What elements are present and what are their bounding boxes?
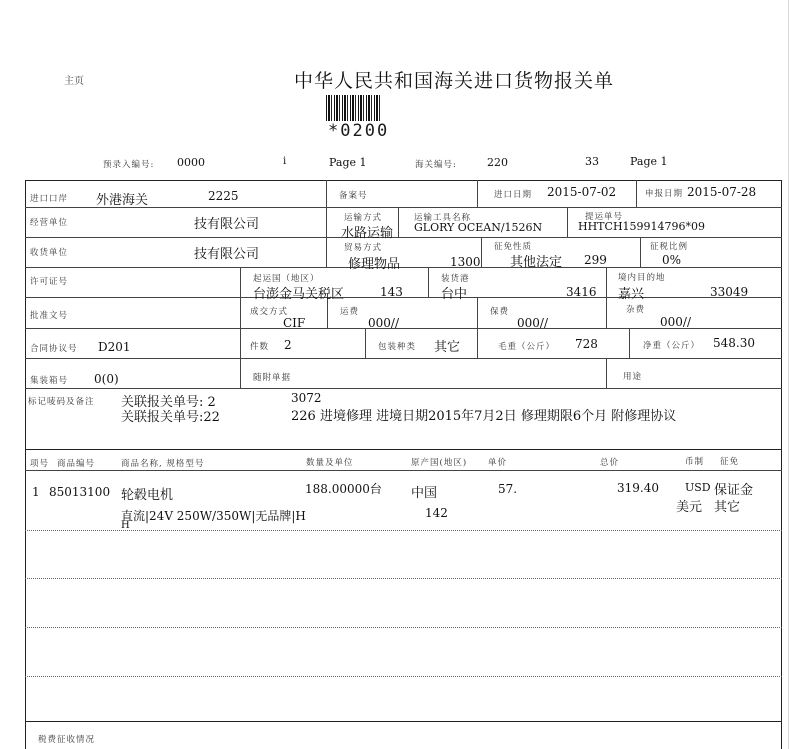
remarks-line2-a: 关联报关单号:22: [121, 410, 220, 425]
transport-name-value: GLORY OCEAN/1526N: [414, 221, 543, 234]
goods-spec: 直流|24V 250W/350W|无品牌|H: [121, 509, 306, 523]
remarks-line1-a: 关联报关单号: 2: [121, 395, 216, 410]
trade-mode-label: 贸易方式: [344, 243, 383, 253]
header-item-no: 项号: [30, 459, 50, 469]
container-no-value: 0(0): [94, 372, 119, 386]
record-no-label: 备案号: [339, 191, 368, 201]
gross-weight-label: 毛重（公斤）: [498, 342, 556, 352]
rule: [481, 237, 482, 267]
dotted-rule: [25, 627, 782, 628]
freight-value: 000//: [368, 316, 399, 330]
transport-mode-label: 运输方式: [344, 213, 383, 223]
operating-unit-label: 经营单位: [30, 218, 69, 228]
gross-weight-value: 728: [575, 337, 598, 351]
customs-no-suffix: 33: [585, 155, 599, 168]
header-hs-code: 商品编号: [57, 459, 96, 469]
goods-spec-cont: H: [121, 520, 130, 531]
header-total-price: 总价: [600, 458, 620, 468]
insurance-label: 保费: [490, 307, 510, 317]
qty-unit: 188.00000台: [305, 482, 382, 496]
levy-nature-label: 征免性质: [494, 242, 533, 252]
page-indicator-right: Page 1: [630, 155, 668, 168]
container-no-label: 集装箱号: [30, 376, 69, 386]
rule: [567, 207, 568, 237]
loading-port-value: 台中: [441, 287, 468, 302]
rule: [25, 297, 782, 298]
customs-no-label: 海关编号:: [415, 160, 457, 170]
destination-code: 33049: [710, 285, 749, 299]
destination-value: 嘉兴: [618, 287, 645, 302]
origin-country-value: 台澎金马关税区: [253, 287, 345, 302]
rule: [606, 358, 607, 388]
origin-code: 142: [425, 506, 448, 520]
remarks-line1-b: 3072: [291, 391, 322, 405]
rule: [629, 328, 630, 358]
import-port-code: 2225: [208, 189, 239, 203]
dotted-rule: [25, 530, 782, 531]
license-no-label: 许可证号: [30, 277, 69, 287]
origin-country-code: 143: [380, 285, 403, 299]
levy-mode-a: 保证金: [714, 483, 754, 498]
rule: [25, 449, 782, 450]
rule: [240, 267, 241, 388]
usage-label: 用途: [623, 372, 643, 382]
rule: [25, 388, 782, 389]
rule: [365, 328, 366, 358]
contract-no-value: D201: [98, 340, 131, 354]
levy-nature-value: 其他法定: [510, 255, 563, 270]
origin-country: 中国: [411, 486, 438, 501]
misc-fee-value: 000//: [660, 315, 691, 329]
total-price: 319.40: [617, 481, 659, 495]
trade-mode-value: 修理物品: [348, 257, 401, 272]
insurance-value: 000//: [517, 316, 548, 330]
remarks-label: 标记唛码及备注: [28, 397, 95, 407]
declare-date-value: 2015-07-28: [687, 185, 757, 199]
levy-mode-b: 其它: [714, 500, 741, 515]
rule: [25, 358, 782, 359]
import-port-label: 进口口岸: [30, 194, 69, 204]
levy-nature-code: 299: [584, 253, 607, 267]
header-qty-unit: 数量及单位: [306, 458, 354, 468]
dotted-rule: [25, 578, 782, 579]
approval-no-label: 批准文号: [30, 311, 69, 321]
loading-port-code: 3416: [566, 285, 597, 299]
pre-entry-value: 0000: [177, 156, 205, 169]
rule: [25, 180, 782, 181]
declare-date-label: 申报日期: [645, 189, 684, 199]
item-no: 1: [32, 485, 40, 499]
attached-docs-label: 随附单据: [253, 373, 292, 383]
tax-rate-label: 征税比例: [650, 242, 689, 252]
net-weight-value: 548.30: [713, 336, 755, 350]
barcode-text: *0200: [328, 121, 390, 141]
rule: [398, 207, 399, 237]
import-date-value: 2015-07-02: [547, 185, 617, 199]
rule: [477, 180, 478, 207]
rule: [640, 237, 641, 267]
import-date-label: 进口日期: [494, 190, 533, 200]
packages-value: 2: [284, 338, 292, 352]
header-origin: 原产国(地区): [411, 458, 468, 468]
origin-country-label: 起运国（地区）: [253, 274, 320, 284]
deal-mode-value: CIF: [283, 316, 306, 330]
page-edge: [788, 0, 789, 749]
customs-no-value: 220: [487, 156, 508, 169]
goods-name: 轮毂电机: [121, 488, 174, 503]
header-levy: 征免: [720, 457, 740, 467]
barcode: [326, 95, 382, 121]
bill-no-label: 提运单号: [585, 212, 624, 222]
net-weight-label: 净重（公斤）: [643, 341, 701, 351]
pre-entry-label: 预录入编号:: [103, 160, 155, 170]
contract-no-label: 合同协议号: [30, 344, 78, 354]
header-unit-price: 单价: [488, 458, 508, 468]
rule: [428, 267, 429, 297]
consignee-label: 收货单位: [30, 248, 69, 258]
bill-no-value: HHTCH159914796*09: [578, 220, 706, 233]
rule: [25, 267, 782, 268]
misc-fee-label: 杂费: [626, 305, 646, 315]
tax-section-label: 税费征收情况: [38, 735, 96, 745]
rule: [25, 470, 782, 471]
hs-code: 85013100: [49, 485, 111, 499]
tax-rate-value: 0%: [662, 253, 682, 267]
loading-port-label: 装货港: [441, 274, 470, 284]
currency-code: USD: [685, 481, 711, 494]
rule: [25, 721, 782, 722]
document-title: 中华人民共和国海关进口货物报关单: [294, 70, 615, 92]
header-currency: 币制: [685, 457, 705, 467]
unit-price: 57.: [498, 482, 518, 496]
consignee-value: 技有限公司: [194, 247, 260, 262]
import-port-value: 外港海关: [96, 193, 149, 208]
header-name-spec: 商品名称, 规格型号: [121, 459, 205, 469]
rule: [636, 180, 637, 207]
rule: [326, 180, 327, 267]
dotted-rule: [25, 676, 782, 677]
rule: [606, 267, 607, 328]
pre-entry-suffix: i: [283, 156, 287, 167]
destination-label: 境内目的地: [618, 273, 666, 283]
package-type-label: 包装种类: [378, 342, 417, 352]
remarks-line2-b: 226 进境修理 进境日期2015年7月2日 修理期限6个月 附修理协议: [291, 409, 677, 424]
home-label: 主页: [64, 76, 84, 87]
freight-label: 运费: [340, 307, 360, 317]
transport-mode-value: 水路运输: [341, 226, 394, 241]
currency-name: 美元: [676, 500, 703, 515]
transport-name-label: 运输工具名称: [414, 213, 472, 223]
package-type-value: 其它: [434, 340, 461, 355]
rule: [477, 297, 478, 358]
rule: [25, 237, 782, 238]
operating-unit-value: 技有限公司: [194, 217, 260, 232]
page-indicator-left: Page 1: [329, 156, 367, 169]
trade-mode-code: 1300: [450, 255, 481, 269]
deal-mode-label: 成交方式: [250, 307, 289, 317]
packages-label: 件数: [250, 342, 270, 352]
